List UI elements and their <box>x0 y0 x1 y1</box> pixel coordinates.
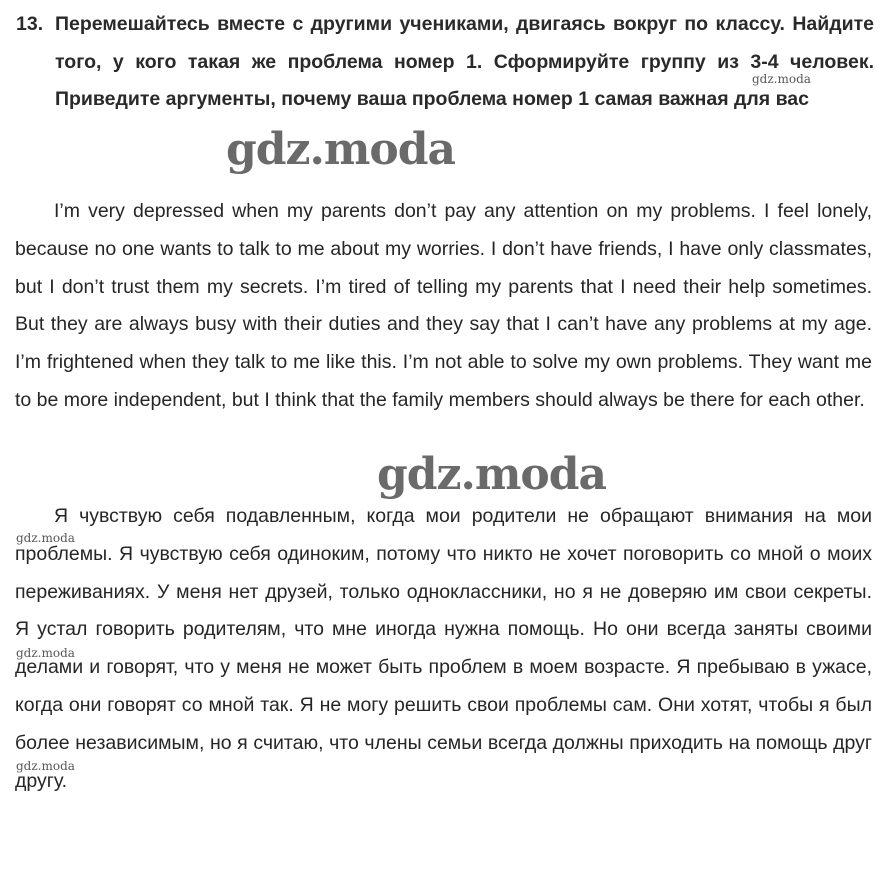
watermark-small: gdz.moda <box>752 72 811 86</box>
task-instruction <box>16 6 874 119</box>
task-text: Перемешайтесь вместе с другими учениками, двигаясь вокруг по классу. Найдите того, у кого такая же проблема номер 1. Сформируйте группу из 3-4 человек. Приведите аргументы, почему ваша проблема номер 1 самая важная для вас <box>55 13 874 110</box>
russian-paragraph: Я чувствую себя подавленным, когда мои родители не обращают внимания на мои проблемы. Я чувствую себя одиноким, потому что никто не хочет поговорить со мной о моих переживаниях. У меня нет друзей, только одноклассники, но я не доверяю им свои секреты. Я устал говорить родителям, что мне иногда нужна помощь. Но они всегда заняты своими делами и говорят, что у меня не может быть проблем в моем возрасте. Я пребываю в ужасе, когда они говорят со мной так. Я не могу решить свои проблемы сам. Они хотят, чтобы я был более независимым, но я считаю, что члены семьи всегда должны приходить на помощь друг другу. <box>15 505 872 792</box>
english-paragraph: I’m very depressed when my parents don’t pay any attention on my problems. I feel lonely, because no one wants to talk to me about my worries. I don’t have friends, I have only classmates, but I don’t trust them my secrets. I’m tired of telling my parents that I need their help sometimes. But they are always busy with their duties and they say that I can’t have any problems at my age. I’m frightened when they talk to me like this. I’m not able to solve my own problems. They want me to be more independent, but I think that the family members should always be there for each other. <box>15 200 872 411</box>
watermark-small: gdz.moda <box>16 531 75 545</box>
watermark-logo: gdz.moda <box>226 124 456 175</box>
task-number: 13. <box>16 13 44 35</box>
watermark-logo: gdz.moda <box>377 449 607 500</box>
watermark-small: gdz.moda <box>16 759 75 773</box>
watermark-small: gdz.moda <box>16 646 75 660</box>
